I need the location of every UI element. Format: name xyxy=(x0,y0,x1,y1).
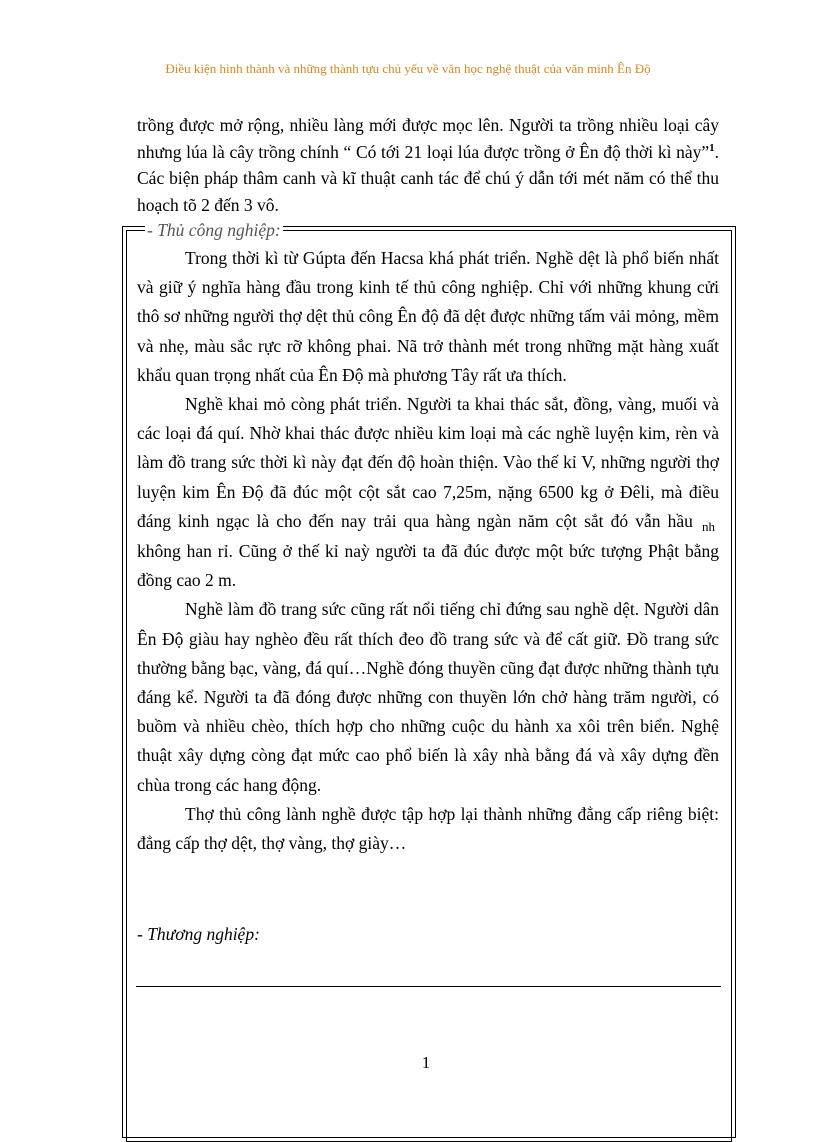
footnote-reference: 1 xyxy=(709,141,715,154)
intro-paragraph xyxy=(137,112,719,218)
page-number: 1 xyxy=(421,1053,431,1072)
intro-text-continued: . Các biện pháp thâm canh và kĩ thuật canh tác để chú ý dẫn tới mét năm có thể thu hoạch tõ 2 đến 3 vô. xyxy=(137,141,719,215)
running-header: Điều kiện hình thành và những thành tựu chủ yếu về văn học nghệ thuật của văn minh Ên Độ xyxy=(165,61,651,76)
paragraph-weaving: Trong thời kì từ Gúpta đến Hacsa khá phát triển. Nghề dệt là phổ biến nhất và giữ ý nghĩa hàng đầu trong kinh tế thủ công nghiệp. Chỉ với những khung cửi thô sơ những người thợ dệt thủ công Ên độ đã dệt được những tấm vải mỏng, mềm và nhẹ, màu sắc rực rỡ không phai. Nã trở thành mét trong những mặt hàng xuất khẩu quan trọng nhất của Ên Độ mà phương Tây rất ưa thích. xyxy=(137,248,719,385)
paragraph-mining-text-continued: không han rỉ. Cũng ở thế kỉ naỳ người ta đã đúc được một bức tượng Phật bằng đồng cao 2 m. xyxy=(137,541,719,591)
section-label-handicraft: - Thủ công nghiệp: xyxy=(147,220,281,240)
intro-text: trồng được mở rộng, nhiều làng mới được mọc lên. Người ta trồng nhiều loại cây nhưng lúa là cây trồng chính “ Có tới 21 loại lúa được trồng ở Ên độ thời kì này” xyxy=(137,115,719,162)
paragraph-mining-text: Nghề khai mỏ còng phát triển. Người ta khai thác sắt, đồng, vàng, muối và các loại đá quí. Nhờ khai thác được nhiều kim loại mà các nghề luyện kim, rèn và làm đồ trang sức thời kì này đạt đến độ hoàn thiện. Vào thế kỉ V, những người thợ luyện kim Ên Độ đã đúc một cột sắt cao 7,25m, nặng 6500 kg ở Đêli, mà điều đáng kinh ngạc là cho đến nay trải qua hàng ngàn năm cột sắt đó vẫn hầu xyxy=(137,394,719,531)
paragraph-mining xyxy=(137,390,719,595)
paragraph-jewelry: Nghề làm đồ trang sức cũng rất nổi tiếng chỉ đứng sau nghề dệt. Người dân Ên Độ giàu hay nghèo đều rất thích đeo đồ trang sức và để cất giữ. Đồ trang sức thường bằng bạc, vàng, đá quí…Nghề đóng thuyền cũng đạt được những thành tựu đáng kể. Người ta đã đóng được những con thuyền lớn chở hàng trăm người, có buồm và nhiều chèo, thích hợp cho những cuộc du hành xa xôi trên biển. Nghệ thuật xây dựng còng đạt mức cao phổ biến là xây nhà bằng đá và xây dựng đền chùa trong các hang động. xyxy=(137,599,719,795)
paragraph-guilds: Thợ thủ công lành nghề được tập hợp lại thành những đẳng cấp riêng biệt: đẳng cấp thợ dệt, thợ vàng, thợ giày… xyxy=(137,803,719,854)
body-text xyxy=(137,244,719,858)
inline-stray-text: nh xyxy=(702,518,716,534)
footer-divider xyxy=(136,986,721,987)
section-label-commerce: - Thương nghiệp: xyxy=(137,924,260,944)
